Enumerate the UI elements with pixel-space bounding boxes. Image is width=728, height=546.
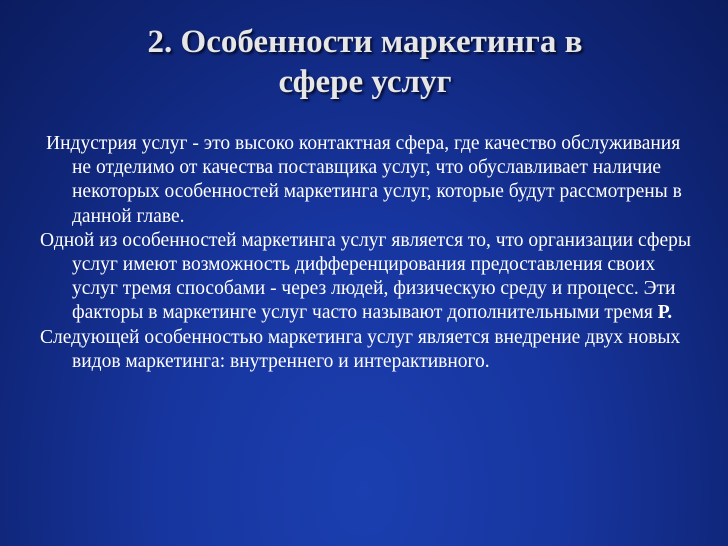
paragraph-text: Одной из особенностей маркетинга услуг является то, что организации сферы услуг имеют возможность дифференцирования предоставления своих услуг тремя способами - через людей, физическую среду и процесс. Эти факторы в маркетинге услуг часто называют дополнительными тремя bbox=[40, 229, 691, 324]
paragraph-differentiation bbox=[40, 229, 695, 326]
paragraph-text: Индустрия услуг - это высоко контактная сфера, где качество обслуживания не отделимо от качества поставщика услуг, что обуславливает наличие некоторых особенностей маркетинга услуг, которые будут рассмотрены в данной главе. bbox=[46, 133, 682, 227]
slide-body bbox=[40, 132, 695, 374]
paragraph-marketing-types bbox=[40, 326, 695, 374]
paragraph-text: Следующей особенностью маркетинга услуг является внедрение двух новых видов маркетинга: внутреннего и интерактивного. bbox=[40, 326, 681, 372]
paragraph-industry-services bbox=[40, 132, 695, 229]
slide-title-line-2: сфере услуг bbox=[278, 64, 452, 100]
slide-title-line-1: 2. Особенности маркетинга в bbox=[147, 24, 583, 60]
slide-title bbox=[60, 22, 670, 102]
paragraph-bold-term: Р. bbox=[657, 302, 673, 324]
